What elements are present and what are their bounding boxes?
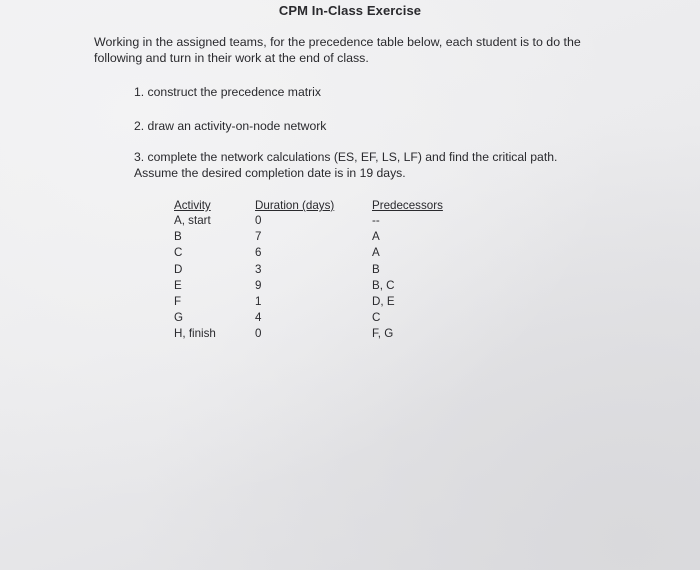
cell-duration: 6 <box>255 246 262 260</box>
cell-predecessors: -- <box>372 214 380 227</box>
cell-duration: 0 <box>255 327 262 341</box>
cell-predecessors: B, C <box>372 278 395 292</box>
header-duration: Duration (days) <box>255 199 335 212</box>
cell-activity: C <box>174 246 183 260</box>
cell-duration: 9 <box>255 278 262 292</box>
cell-activity: A, start <box>174 214 211 227</box>
cell-activity: B <box>174 230 182 244</box>
cell-duration: 7 <box>255 230 262 244</box>
cell-predecessors: D, E <box>372 295 395 308</box>
step-3: 3. complete the network calculations (ES, EF, LS, LF) and find the critical path. Assume the desired completion date is in 19 days. <box>134 150 558 180</box>
cell-duration: 0 <box>255 214 262 227</box>
cell-predecessors: B <box>372 262 380 276</box>
instructions-paragraph: Working in the assigned teams, for the precedence table below, each student is to do the following and turn in their work at the end of class. <box>94 35 581 65</box>
cell-predecessors: C <box>372 311 381 325</box>
cell-predecessors: F, G <box>372 327 394 341</box>
cell-activity: G <box>174 311 184 325</box>
cell-predecessors: A <box>372 246 380 260</box>
cell-duration: 3 <box>255 262 262 276</box>
cell-activity: H, finish <box>174 327 216 341</box>
cell-predecessors: A <box>372 230 380 244</box>
cell-activity: F <box>174 295 182 308</box>
header-predecessors: Predecessors <box>372 199 443 212</box>
cell-duration: 1 <box>255 295 262 308</box>
header-activity: Activity <box>174 199 211 212</box>
page-title: CPM In-Class Exercise <box>278 3 422 18</box>
cell-activity: D <box>174 262 183 276</box>
step-2: 2. draw an activity-on-node network <box>134 119 327 133</box>
cell-activity: E <box>174 278 182 292</box>
step-1: 1. construct the precedence matrix <box>134 85 321 99</box>
cell-duration: 4 <box>255 311 262 325</box>
